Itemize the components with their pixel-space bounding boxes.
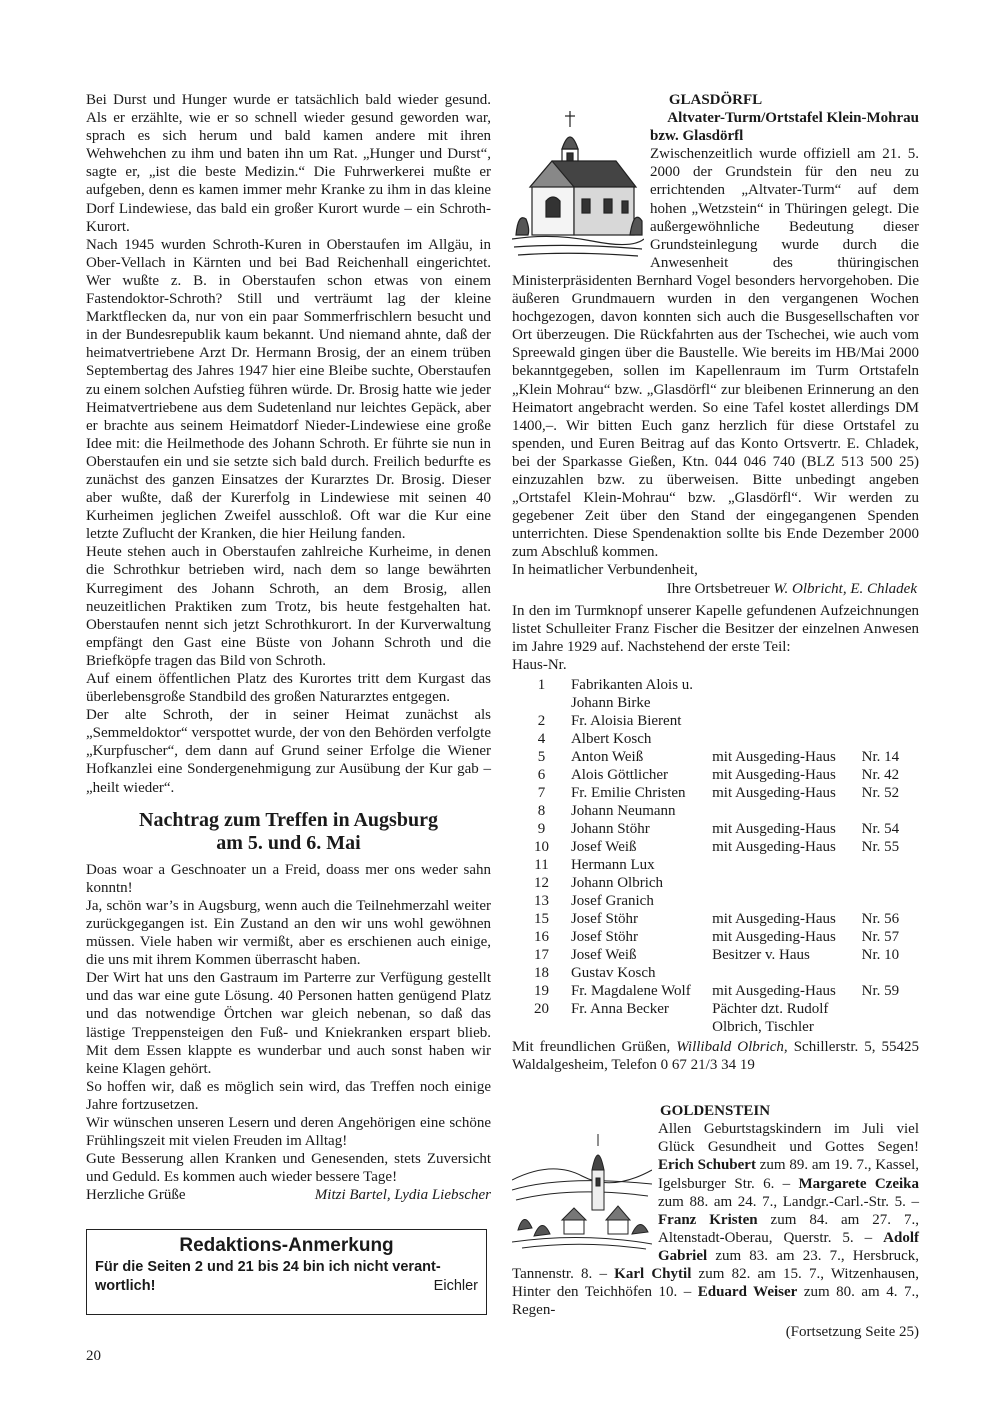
ausgeding-number <box>862 856 919 874</box>
glasdoerfl-subtitle-line2: bzw. Glasdörfl <box>650 128 744 145</box>
owner-name: Fr. Magdalene Wolf <box>570 983 691 999</box>
owner-extra <box>712 802 862 820</box>
birthday-name: Karl Chytil <box>614 1266 692 1283</box>
owner-extra: mit Ausgeding-Haus <box>712 929 836 945</box>
schroth-paragraph-4: Auf einem öffentlichen Platz des Kurortes tritt dem Kurgast das überlebensgroße Standbild des großen Naturarztes entgegen. <box>86 671 491 706</box>
table-row <box>512 1000 919 1036</box>
ausgeding-number <box>862 712 919 730</box>
house-number: 20 <box>533 1001 549 1017</box>
house-number: 10 <box>533 839 549 855</box>
ausgeding-number: Nr. 54 <box>861 821 900 837</box>
table-row <box>512 964 919 982</box>
house-number: 18 <box>533 965 549 981</box>
redaktion-title: Redaktions-Anmerkung <box>179 1235 394 1256</box>
schroth-paragraph-1: Bei Durst und Hunger wurde er tatsächlich bald wieder gesund. Als er erzählte, wie er so schnell wieder gesund geworden war, sprach es sich herum und bald kamen andere mit ihren Wehwehchen zu ihm und baten ihn um Rat. „Hunger und Durst“, sagte er, „ist die beste Medizin.“ Die Fuhrwerkerei mußte er aufgeben, denn es kamen immer mehr Kranke zu ihm in das kleine Dorf Lindewiese, das bald ein großer Kurort wurde – ein Schroth-Kurort. <box>86 92 491 235</box>
owner-name: Josef Stöhr <box>570 911 639 927</box>
birthday-details: zum 84. am 27. 7., Altenstadt-Oberau, Querstr. 5. – <box>658 1211 919 1246</box>
nachtrag-paragraph-4: So hoffen wir, daß es möglich sein wird, das Treffen noch einige Jahre fortzusetzen. <box>86 1078 491 1113</box>
greeting: Herzliche Grüße <box>86 1187 186 1204</box>
table-row <box>512 730 919 748</box>
birthday-details: zum 88. am 24. 7., Landgr.-Carl.-Str. 5. – <box>658 1193 919 1210</box>
schroth-paragraph-5: Der alte Schroth, der in seiner Heimat zunächst als „Semmeldoktor“ verspottet wurde, der von den Behörden verfolgte „Kurpfuscher“, dem dann auf Grund seiner Erfolge die Wiener Hofkanzlei eine Sondergenehmigung zur Ausübung der Kur gab – „heilt wieder“. <box>86 707 491 796</box>
owner-extra: mit Ausgeding-Haus <box>712 911 836 927</box>
house-number: 2 <box>537 713 546 729</box>
house-number: 15 <box>533 911 549 927</box>
table-row <box>512 856 919 874</box>
owner-name: Anton Weiß <box>570 749 644 765</box>
owner-extra: mit Ausgeding-Haus <box>712 839 836 855</box>
owner-name: Fr. Aloisia Bierent <box>570 713 682 729</box>
redaktion-author: Eichler <box>433 1278 478 1294</box>
sign-prefix: Ihre Ortsbetreuer <box>666 580 770 597</box>
nachtrag-paragraph-6: Gute Besserung allen Kranken und Genesenden, stets Zuversicht und Geduld. Es kommen auch wieder bessere Tage! <box>86 1151 491 1186</box>
table-row <box>512 892 919 910</box>
owner-extra <box>712 874 862 892</box>
owner-name: Hermann Lux <box>570 857 655 873</box>
owner-extra <box>712 892 862 910</box>
birthday-name: Eduard Weiser <box>697 1284 798 1301</box>
ausgeding-number: Nr. 59 <box>861 983 900 999</box>
ausgeding-number: Nr. 52 <box>861 785 900 801</box>
owner-name: Johann Olbrich <box>570 875 664 891</box>
table-row <box>512 802 919 820</box>
owner-name: Josef Weiß <box>570 839 637 855</box>
owner-name: Josef Stöhr <box>570 929 639 945</box>
ausgeding-number: Nr. 57 <box>861 929 900 945</box>
house-number: 1 <box>537 677 546 693</box>
owner-name: Fr. Emilie Christen <box>570 785 686 801</box>
owner-extra: mit Ausgeding-Haus <box>712 821 836 837</box>
owner-name: Johann Neumann <box>570 803 676 819</box>
ausgeding-number: Nr. 10 <box>861 947 900 963</box>
continuation-note: (Fortsetzung Seite 25) <box>785 1324 919 1341</box>
glasdoerfl-regards <box>512 1038 919 1074</box>
table-row <box>512 928 919 946</box>
owner-extra: mit Ausgeding-Haus <box>712 749 836 765</box>
house-number: 5 <box>537 749 546 765</box>
glasdoerfl-closing: In heimatlicher Verbundenheit, <box>512 562 698 579</box>
owner-extra <box>712 730 862 748</box>
owner-name: Josef Weiß <box>570 947 637 963</box>
glasdoerfl-subtitle-line1: Altvater-Turm/Ortstafel Klein-Mohrau <box>667 110 919 127</box>
nachtrag-paragraph-2: Ja, schön war’s in Augsburg, wenn auch die Teilnehmerzahl weiter zurückgegangen ist. Ein Zustand an den wir uns wohl gewöhnen müssen. Viele haben wir vermißt, aber es erschienen auch einige, die uns mit ihrem Kommen überrascht haben. <box>86 897 491 969</box>
owner-name: Josef Granich <box>570 893 654 909</box>
table-row <box>512 838 919 856</box>
house-number: 16 <box>533 929 549 945</box>
house-number: 4 <box>537 731 546 747</box>
owner-name: Fr. Anna Becker <box>570 1001 669 1017</box>
table-row <box>512 766 919 784</box>
schroth-paragraph-2: Nach 1945 wurden Schroth-Kuren in Oberstaufen im Allgäu, in Ober-Vellach in Kärnten und bei Bad Reichenhall eingerichtet. Wer wußte z. B. in Oberstaufen schon etwas von einem Fastendoktor-Schroth? Still und verträumt lag der kleine Marktflecken da, nur von ein paar Sommerfrischlern besucht und in der Bundesrepublik kaum bekannt. Und niemand ahnte, daß der heimatvertriebene Arzt Dr. Hermann Brosig, der an einem trüben Septembertag des Jahres 1947 hier eine Bleibe suchte, Oberstaufen zu einem solchen Aufstieg führen würde. Dr. Brosig hatte wie jeder Heimatvertriebene aus dem Sudetenland nur leichtes Gepäck, aber er brachte aus seinem Heimatdorf Nieder-Lindewiese eine große Idee mit: die Heilmethode des Johann Schroth. Er führte sie nun in Oberstaufen ein und sie setzte sich bald durch. Freilich bedurfte es zunächst des ganzen Einsatzes der Kurarztes Dr. Brosig. Dieser aber wußte, daß der Kurerfolg in Lindewiese mit seinen 40 Kurheimen jeglichen Zweifel ausschloß. Oft war die Kur eine letzte Zuflucht der Kranken, die hier Heilung fanden. <box>86 236 491 543</box>
house-number: 8 <box>537 803 546 819</box>
haus-nr-label: Haus-Nr. <box>512 656 567 673</box>
regards-name: Willibald Olbrich, <box>676 1039 788 1055</box>
owner-extra: mit Ausgeding-Haus <box>712 983 836 999</box>
owner-extra: mit Ausgeding-Haus <box>712 785 836 801</box>
house-number: 9 <box>537 821 546 837</box>
owner-name: Johann Stöhr <box>570 821 650 837</box>
ausgeding-number: Nr. 42 <box>861 767 900 783</box>
nachtrag-paragraph-3: Der Wirt hat uns den Gastraum im Parterre zur Verfügung gestellt und das war eine gute Lösung. 40 Personen hatten genügend Platz und das notwendige Örtchen war gleich nebenan, so daß das lästige Treppensteigen den Fuß- und Kniekranken erspart blieb. Mit dem Essen klappte es wunderbar und auch sonst haben wir keine Klagen gehört. <box>86 970 491 1077</box>
left-column <box>86 91 491 1204</box>
sign-names: W. Olbricht, E. Chladek <box>773 580 917 597</box>
house-owners-table <box>512 676 919 1036</box>
goldenstein-intro: Allen Geburtstagskindern im Juli viel Glück Gesundheit und Gottes Segen! <box>658 1121 919 1156</box>
house-number: 12 <box>533 875 549 891</box>
ausgeding-number <box>862 1000 919 1036</box>
glasdoerfl-paragraph-1: Zwischenzeitlich wurde offiziell am 21. 5. 2000 der Grundstein für den neu zu errichtenden „Altvater-Turm“ auf dem hohen „Wetzstein“ in Thüringen gelegt. Die außergewöhnliche Bedeutung dieser Grundsteinlegung wurde durch die Anwesenheit des thüringischen Ministerpräsidenten Bernhard Vogel besonders hervorgehoben. Die äußeren Grundmauern wurden in den vergangenen Wochen hochgezogen, davon konnten sich auch die Busgesellschaften vor Ort überzeugen. Die Rückfahrten aus der Tschechei, wie auch vom Spreewald gingen über die Baustelle. Wie bereits im HB/Mai 2000 bekanntgegeben, sollen im Kapellenraum im Turm Ortstafeln „Klein Mohrau“ bzw. „Glasdörfl“ zur bleibenen Erinnerung an den Heimatort angebracht werden. So eine Tafel kostet allerdings DM 1400,–. Wir bitten Euch ganz herzlich für diese Ortstafel zu spenden, und Euren Beitrag auf das Konto Ortsvertr. E. Chladek, bei der Sparkasse Gießen, Ktn. 044 046 740 (BLZ 513 500 25) einzuzahlen bzw. zu überweisen. Bitte unbedingt angeben „Ortstafel Klein-Mohrau“ bzw. „Glasdörfl“. Wir werden zu gegebener Zeit über den Stand der eingegangenen Spenden unterrichten. Diese Spendenaktion sollte bis Ende Dezember 2000 zum Abschluß kommen. <box>512 146 919 561</box>
table-row <box>512 712 919 730</box>
nachtrag-signature <box>86 1186 491 1204</box>
right-column <box>512 91 919 1341</box>
table-row <box>512 784 919 802</box>
owner-extra <box>712 712 862 730</box>
ausgeding-number: Nr. 56 <box>861 911 900 927</box>
house-number: 6 <box>537 767 546 783</box>
glasdoerfl-signature <box>512 580 917 598</box>
glasdoerfl-paragraph-2: In den im Turmknopf unserer Kapelle gefundenen Aufzeichnungen listet Schulleiter Franz Fischer die Besitzer der einzelnen Anwesen im Jahre 1929 auf. Nachstehend der erste Teil: <box>512 602 919 655</box>
birthday-details: zum 89. am 19. 7., Kassel, Igelsburger Str. 6. – <box>658 1157 920 1192</box>
table-row <box>512 748 919 766</box>
ausgeding-number <box>862 892 919 910</box>
owner-name: Gustav Kosch <box>570 965 656 981</box>
goldenstein-heading: GOLDENSTEIN <box>660 1103 771 1120</box>
glasdoerfl-heading: GLASDÖRFL <box>668 92 763 108</box>
nachtrag-heading-line2: am 5. und 6. Mai <box>216 831 361 854</box>
birthday-details: zum 83. am 23. 7., Hersbruck, Tannenstr. 8. – <box>512 1247 919 1283</box>
table-row <box>512 874 919 892</box>
regards-prefix: Mit freundlichen Grüßen, <box>512 1039 671 1055</box>
birthday-details: zum 80. am 4. 7., Regen- <box>512 1284 919 1319</box>
house-number: 11 <box>534 857 549 873</box>
nachtrag-heading <box>86 809 491 855</box>
schroth-paragraph-3: Heute stehen auch in Oberstaufen zahlreiche Kurheime, in denen die Schrothkur betrieben wird, nach dem so lange bewährten Kurregiment des Johann Schroth, an dem Brosig, allen neuzeitlichen Praktiken zum Trotz, bis heute festgehalten hat. Oberstaufen nennt sich jetzt Schrothkurort. In der Kurverwaltung empfängt den Gast eine Büste von Johann Schroth und die Briefköpfe tragen das Bild von Schroth. <box>86 544 491 669</box>
page-number: 20 <box>86 1348 101 1364</box>
redaktion-note-box <box>86 1229 487 1315</box>
ausgeding-number <box>862 874 919 892</box>
goldenstein-illustration <box>512 1120 652 1250</box>
signers: Mitzi Bartel, Lydia Liebscher <box>314 1187 491 1204</box>
redaktion-line-1: Für die Seiten 2 und 21 bis 24 bin ich nicht verant- <box>95 1259 441 1275</box>
house-number: 19 <box>533 983 549 999</box>
table-row <box>512 982 919 1000</box>
ausgeding-number <box>862 676 919 712</box>
owner-name: Alois Göttlicher <box>570 767 669 783</box>
house-number: 13 <box>533 893 549 909</box>
birthday-details: zum 82. am 15. 7., Witzenhausen, Hinter den Teichhöfen 10. – <box>512 1266 919 1301</box>
nachtrag-paragraph-1: Doas woar a Geschnoater un a Freid, doass mer ons weder sahn konntn! <box>86 861 491 896</box>
birthday-name: Adolf Gabriel <box>658 1229 919 1264</box>
birthday-name: Margarete Czeika <box>798 1175 919 1192</box>
owner-extra: Besitzer v. Haus <box>712 947 810 963</box>
ausgeding-number <box>862 730 919 748</box>
owner-extra: mit Ausgeding-Haus <box>712 767 836 783</box>
owner-name: Fabrikanten Alois u. Johann Birke <box>570 677 694 711</box>
birthday-name: Erich Schubert <box>658 1157 756 1174</box>
nachtrag-paragraph-5: Wir wünschen unseren Lesern und deren Angehörigen eine schöne Frühlingszeit mit vielen Freuden im Alltag! <box>86 1114 491 1150</box>
ausgeding-number <box>862 964 919 982</box>
owner-extra <box>712 964 862 982</box>
redaktion-line-2 <box>95 1277 478 1296</box>
house-number: 17 <box>533 947 549 963</box>
chapel-illustration <box>512 109 644 259</box>
table-row <box>512 676 919 712</box>
owner-name: Albert Kosch <box>570 731 652 747</box>
table-row <box>512 946 919 964</box>
table-row <box>512 910 919 928</box>
redaktion-line-2-text: wortlich! <box>95 1278 156 1294</box>
owner-extra <box>712 856 862 874</box>
nachtrag-heading-line1: Nachtrag zum Treffen in Augsburg <box>139 808 438 831</box>
owner-extra: Pächter dzt. Rudolf Olbrich, Tischler <box>712 1001 829 1035</box>
table-row <box>512 820 919 838</box>
regards-address: Schillerstr. 5, 55425 Waldalgesheim, Telefon 0 67 21/3 34 19 <box>512 1039 920 1074</box>
ausgeding-number: Nr. 55 <box>861 839 900 855</box>
birthday-name: Franz Kristen <box>658 1211 758 1228</box>
ausgeding-number: Nr. 14 <box>861 749 900 765</box>
ausgeding-number <box>862 802 919 820</box>
owner-extra <box>712 676 862 712</box>
house-number: 7 <box>537 785 546 801</box>
